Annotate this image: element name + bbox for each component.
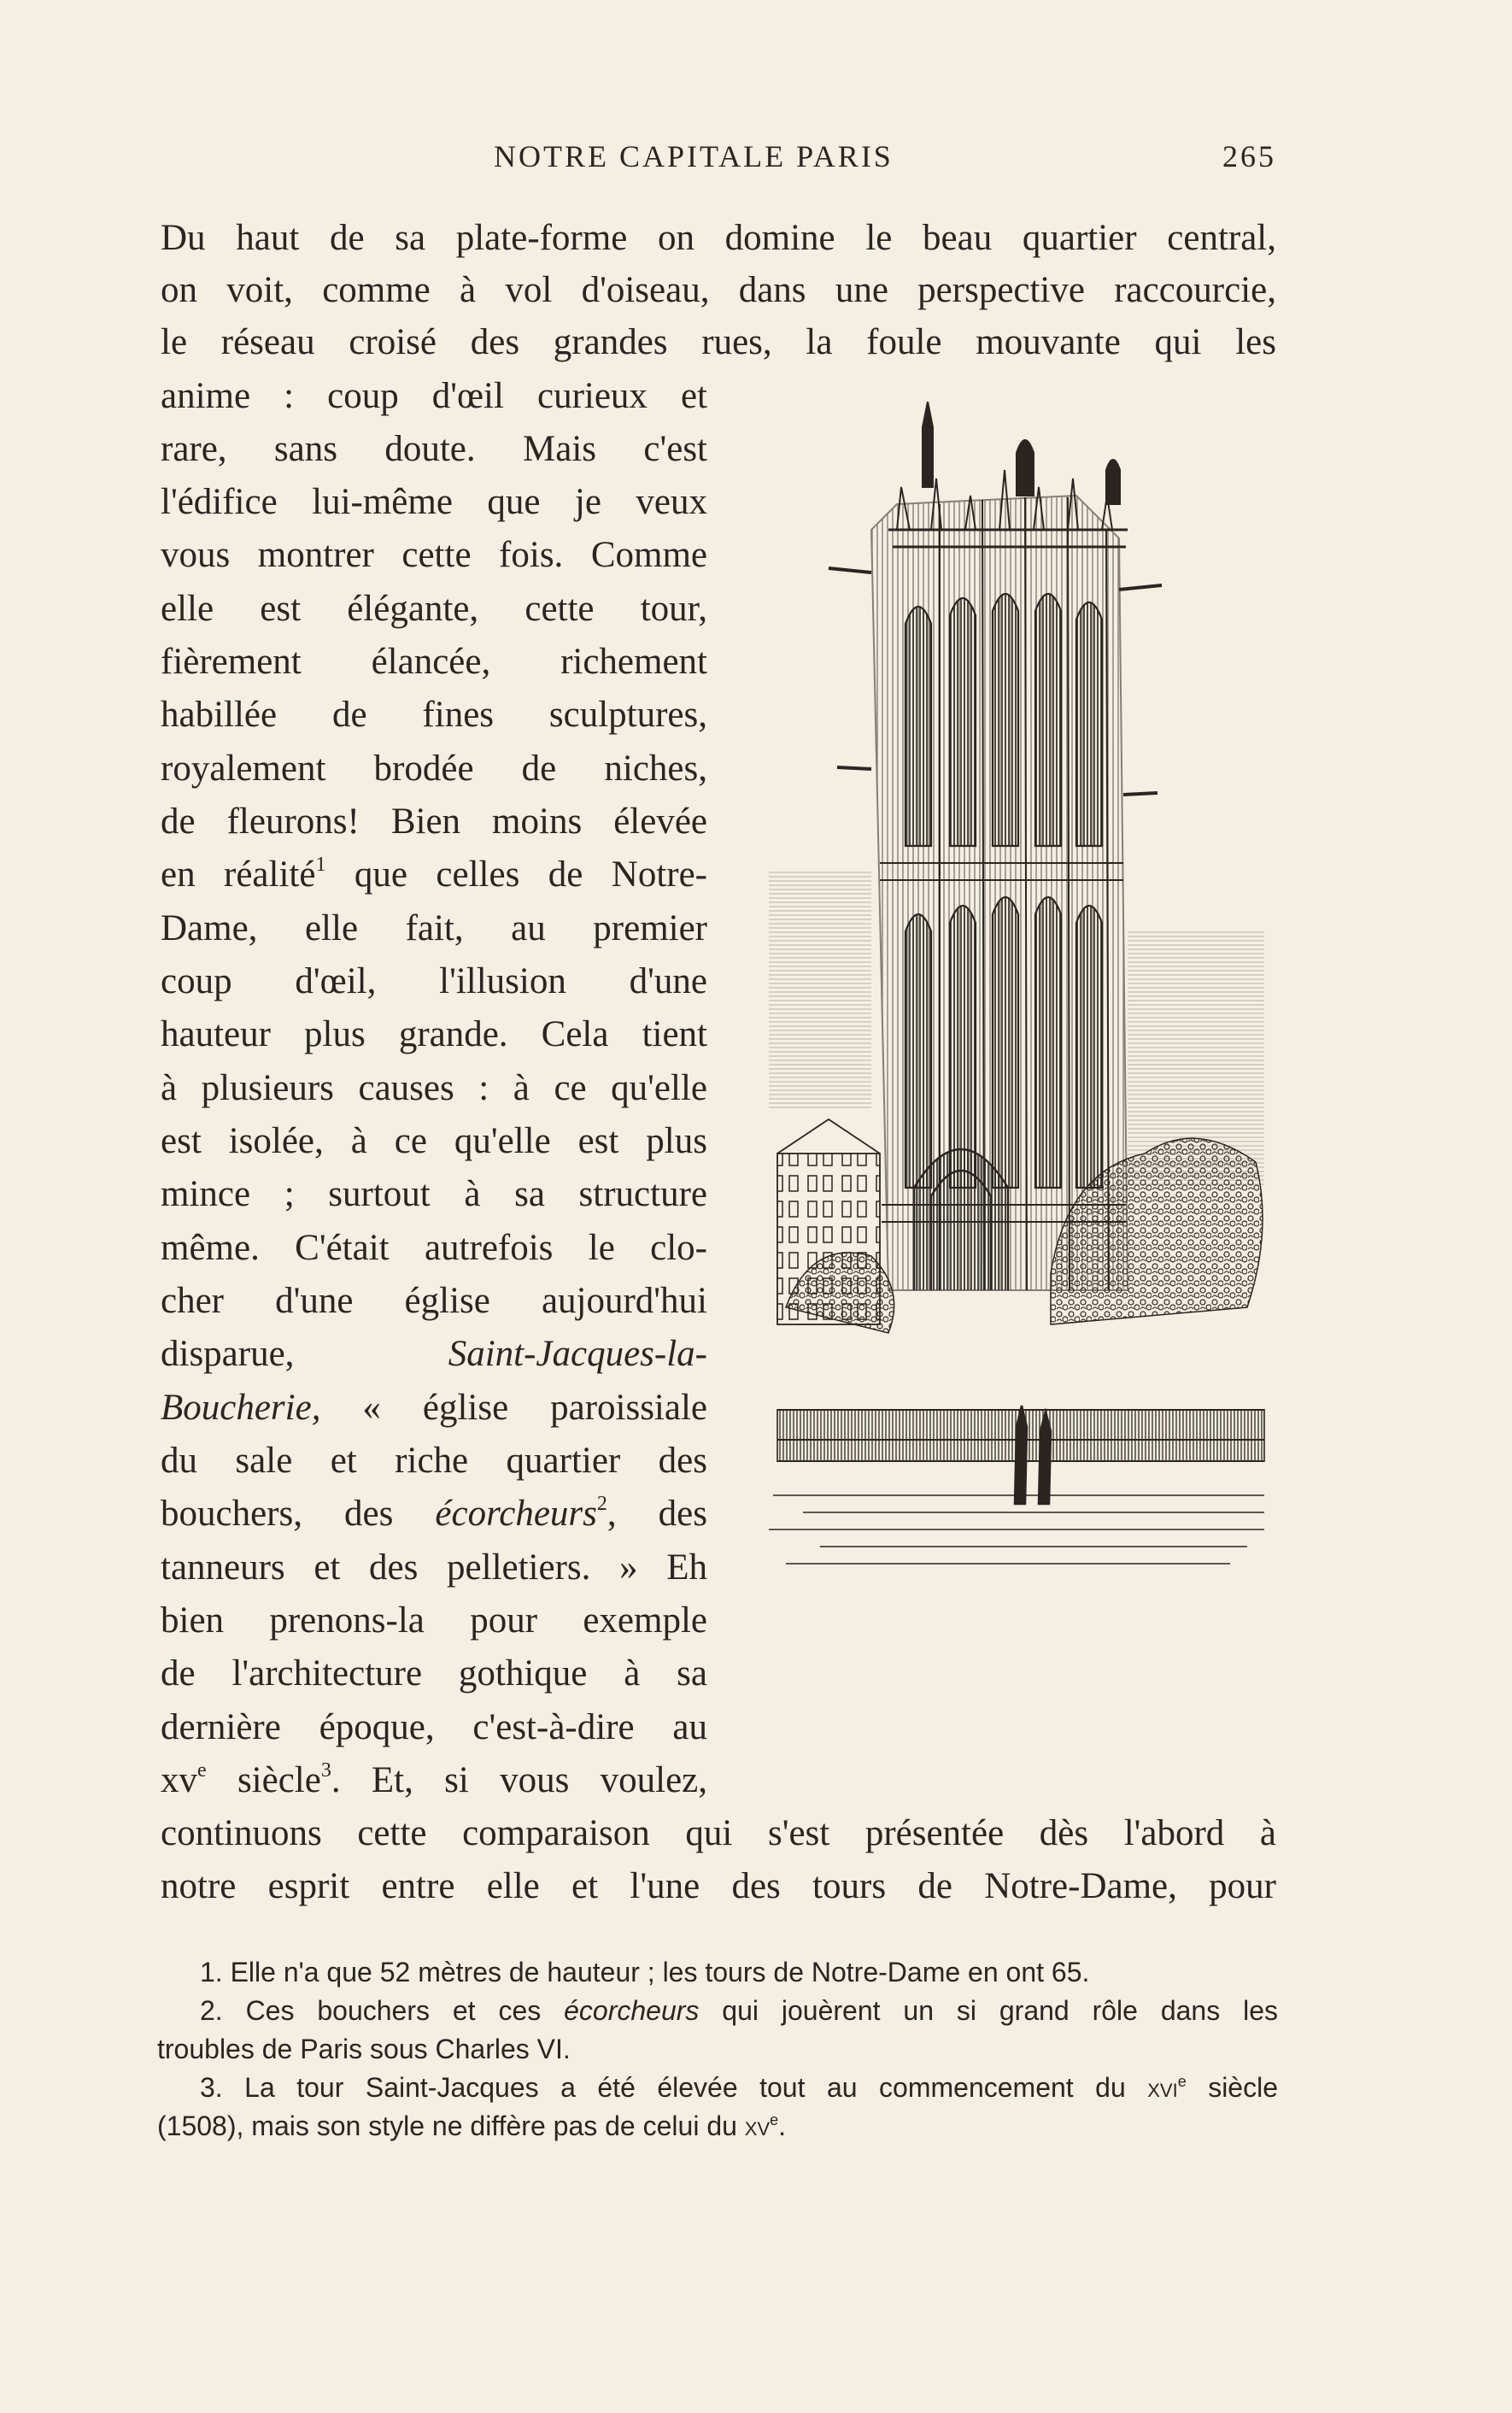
italic-text: écorcheurs <box>564 1995 700 2026</box>
text-span: bouchers, des <box>161 1494 436 1534</box>
text-line: bien prenons-la pour exemple <box>161 1600 707 1641</box>
text-line: anime : coup d'œil curieux et <box>161 376 707 416</box>
page-number: 265 <box>1222 139 1276 173</box>
text-span: que celles de Notre- <box>325 854 707 895</box>
footnote-1: 1. Elle n'a que 52 mètres de hauteur ; les tours de Notre-Dame en ont 65. <box>200 1957 1090 1987</box>
text-span: . <box>778 2111 787 2141</box>
text-span: siècle <box>1186 2072 1279 2103</box>
text-span: en réalité <box>161 854 316 895</box>
ground <box>769 1495 1264 1564</box>
text-line <box>161 1753 707 1808</box>
text-line: de l'architecture gothique à sa <box>161 1653 707 1694</box>
text-span: qui jouèrent un si grand rôle dans les <box>699 1995 1279 2026</box>
text-line: elle est élégante, cette tour, <box>161 589 707 629</box>
text-line: de fleurons! Bien moins élevée <box>161 801 707 842</box>
superscript: e <box>1177 2073 1187 2090</box>
text-line: est isolée, à ce qu'elle est plus <box>161 1121 707 1161</box>
text-line: habillée de fines sculptures, <box>161 695 707 735</box>
text-span: disparue, <box>161 1334 448 1374</box>
footnote-2-cont: troubles de Paris sous Charles VI. <box>157 2034 571 2064</box>
superscript: e <box>770 2111 779 2128</box>
footnotes <box>157 1953 1278 2146</box>
italic-text: Saint-Jacques-la- <box>448 1334 707 1374</box>
text-line: l'édifice lui-même que je veux <box>161 482 707 522</box>
text-line: on voit, comme à vol d'oiseau, dans une perspective raccourcie, <box>161 270 1276 310</box>
tower-portal <box>914 1149 1008 1290</box>
text-span: , des <box>607 1494 708 1534</box>
text-line: à plusieurs causes : à ce qu'elle <box>161 1068 707 1108</box>
text-line: continuons cette comparaison qui s'est présentée dès l'abord à <box>161 1813 1276 1853</box>
text-line: rare, sans doute. Mais c'est <box>161 429 707 469</box>
text-span: xvi <box>1147 2072 1178 2103</box>
text-line <box>161 848 707 902</box>
text-span: 2. Ces bouchers et ces <box>200 1995 565 2026</box>
italic-text: écorcheurs <box>435 1494 597 1534</box>
text-line <box>161 1327 707 1382</box>
text-line: fièrement élancée, richement <box>161 642 707 682</box>
text-line <box>161 1381 707 1435</box>
text-span: 3. La tour Saint-Jacques a été élevée tout au commencement du <box>200 2072 1148 2103</box>
footnote-3-cont <box>157 2107 1278 2146</box>
running-title: NOTRE CAPITALE PARIS <box>494 139 894 173</box>
text-line: Du haut de sa plate-forme on domine le beau quartier central, <box>161 218 1276 258</box>
text-line: royalement brodée de niches, <box>161 749 707 789</box>
text-line: le réseau croisé des grandes rues, la foule mouvante qui les <box>161 322 1276 362</box>
text-span: (1508), mais son style ne diffère pas de celui du <box>157 2111 745 2141</box>
text-line: du sale et riche quartier des <box>161 1441 707 1481</box>
text-line: mince ; surtout à sa structure <box>161 1174 707 1214</box>
text-line <box>161 1487 707 1541</box>
text-span: xv <box>161 1760 197 1800</box>
footnote-ref-3[interactable]: 3 <box>320 1759 331 1782</box>
text-line: vous montrer cette fois. Comme <box>161 535 707 575</box>
superscript: e <box>197 1759 207 1782</box>
text-line: notre esprit entre elle et l'une des tours de Notre-Dame, pour <box>161 1866 1276 1906</box>
text-line: dernière époque, c'est-à-dire au <box>161 1707 707 1747</box>
text-line: coup d'œil, l'illusion d'une <box>161 961 707 1001</box>
italic-text: Boucherie, <box>161 1388 321 1428</box>
text-line: tanneurs et des pelletiers. » Eh <box>161 1547 707 1588</box>
footnote-3 <box>157 2069 1278 2107</box>
text-line: Dame, elle fait, au premier <box>161 908 707 948</box>
text-span: siècle <box>206 1760 321 1800</box>
text-line: même. C'était autrefois le clo- <box>161 1228 707 1268</box>
footnote-ref-1[interactable]: 1 <box>315 854 326 876</box>
text-span: xv <box>744 2111 771 2141</box>
text-span: « église paroissiale <box>320 1388 707 1428</box>
footnote-ref-2[interactable]: 2 <box>596 1493 607 1515</box>
text-span: . Et, si vous voulez, <box>331 1760 708 1800</box>
text-line: cher d'une église aujourd'hui <box>161 1281 707 1321</box>
text-line: hauteur plus grande. Cela tient <box>161 1014 707 1054</box>
tower-saint-jacques-engraving <box>769 402 1269 1752</box>
footnote-2 <box>157 1992 1278 2030</box>
